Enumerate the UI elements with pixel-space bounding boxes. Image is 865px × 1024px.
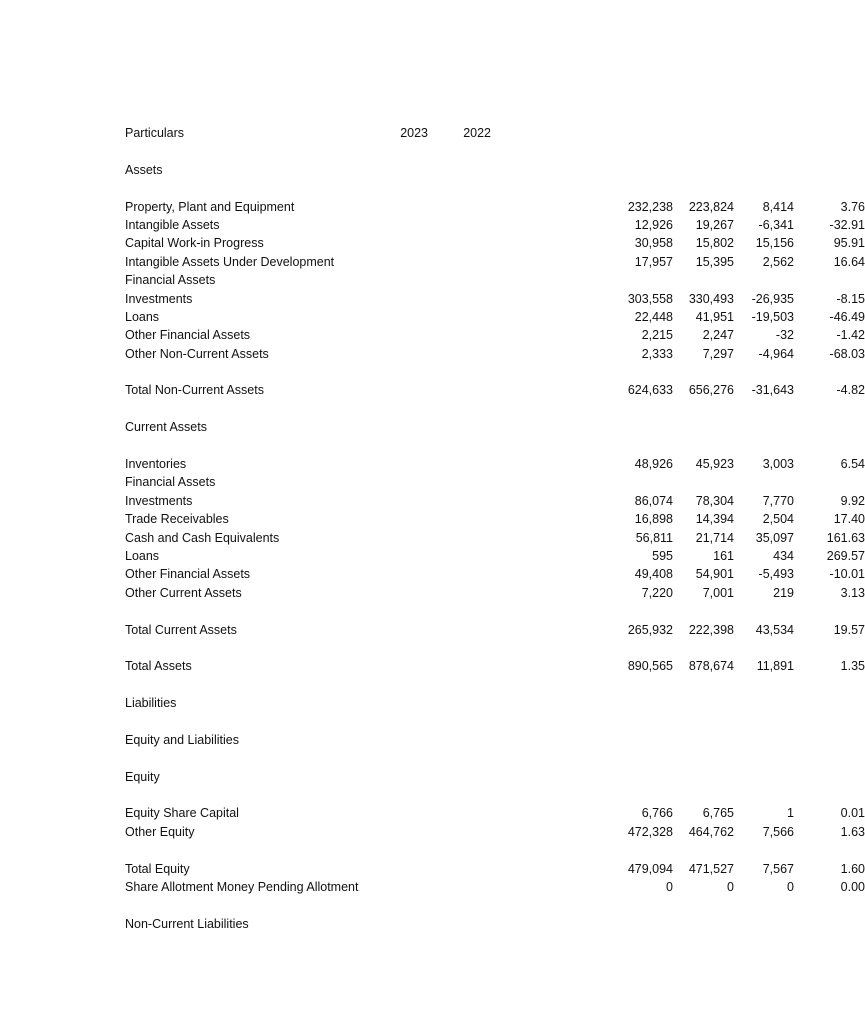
value-2023: 17,957 <box>634 254 673 269</box>
value-percent: 1.60 <box>840 861 865 876</box>
value-percent: 16.64 <box>833 254 865 269</box>
value-2022: 2,247 <box>702 328 734 343</box>
value-change: 15,156 <box>755 236 794 251</box>
value-2022: 15,802 <box>695 236 734 251</box>
value-change: 7,566 <box>762 824 794 839</box>
section-heading <box>125 418 865 436</box>
value-percent: 269.57 <box>826 548 865 563</box>
table-row <box>125 326 865 344</box>
row-label: Total Current Assets <box>125 622 237 637</box>
total-row <box>125 657 865 675</box>
value-change: 0 <box>787 880 794 895</box>
value-change: 35,097 <box>755 530 794 545</box>
value-percent: 0.00 <box>840 880 865 895</box>
value-2023: 265,932 <box>627 622 673 637</box>
section-heading <box>125 694 865 712</box>
table-row <box>125 290 865 308</box>
value-2023: 472,328 <box>627 824 673 839</box>
value-percent: 1.63 <box>840 824 865 839</box>
value-change: 1 <box>787 806 794 821</box>
value-change: -6,341 <box>758 217 794 232</box>
value-percent: -68.03 <box>829 346 865 361</box>
value-percent: -1.42 <box>836 328 865 343</box>
value-2022: 6,765 <box>702 806 734 821</box>
value-2022: 14,394 <box>695 512 734 527</box>
value-percent: 6.54 <box>840 457 865 472</box>
value-2023: 16,898 <box>634 512 673 527</box>
row-label: Other Non-Current Assets <box>125 346 269 361</box>
row-label: Trade Receivables <box>125 512 229 527</box>
value-percent: 95.91 <box>833 236 865 251</box>
value-percent: 0.01 <box>840 806 865 821</box>
row-label: Investments <box>125 291 193 306</box>
value-change: 8,414 <box>762 199 794 214</box>
value-change: 2,504 <box>762 512 794 527</box>
year-2022-header: 2022 <box>463 126 491 140</box>
row-label: Cash and Cash Equivalents <box>125 530 280 545</box>
value-percent: 3.13 <box>840 585 865 600</box>
value-2022: 161 <box>713 548 734 563</box>
value-2022: 15,395 <box>695 254 734 269</box>
table-row <box>125 878 865 896</box>
section-heading <box>125 768 865 786</box>
value-2023: 0 <box>666 880 673 895</box>
total-row <box>125 860 865 878</box>
table-row <box>125 216 865 234</box>
section-heading <box>125 915 865 933</box>
value-percent: -32.91 <box>829 217 865 232</box>
value-change: -31,643 <box>751 383 794 398</box>
value-2023: 6,766 <box>641 806 673 821</box>
value-2022: 330,493 <box>688 291 734 306</box>
row-label: Capital Work-in Progress <box>125 236 264 251</box>
value-2023: 890,565 <box>627 659 673 674</box>
value-change: 7,567 <box>762 861 794 876</box>
value-percent: -10.01 <box>829 567 865 582</box>
table-row <box>125 455 865 473</box>
row-label: Investments <box>125 493 193 508</box>
value-change: -4,964 <box>758 346 794 361</box>
section-heading <box>125 731 865 749</box>
value-2022: 45,923 <box>695 457 734 472</box>
total-row <box>125 381 865 399</box>
row-label: Equity Share Capital <box>125 806 239 821</box>
section-equity-and-liabilities: Equity and Liabilities <box>125 732 239 747</box>
value-2023: 232,238 <box>627 199 673 214</box>
table-row <box>125 584 865 602</box>
table-row <box>125 804 865 822</box>
section-assets: Assets <box>125 162 163 177</box>
value-percent: 9.92 <box>840 493 865 508</box>
value-percent: -46.49 <box>829 309 865 324</box>
value-2023: 303,558 <box>627 291 673 306</box>
value-2023: 56,811 <box>635 530 673 545</box>
value-2022: 54,901 <box>695 567 734 582</box>
table-row <box>125 234 865 252</box>
table-row <box>125 253 865 271</box>
row-label: Intangible Assets Under Development <box>125 254 335 269</box>
table-row <box>125 565 865 583</box>
table-row <box>125 345 865 363</box>
row-label: Inventories <box>125 457 187 472</box>
value-2023: 2,333 <box>641 346 673 361</box>
value-2022: 41,951 <box>695 309 734 324</box>
value-percent: 3.76 <box>840 199 865 214</box>
value-2022: 878,674 <box>688 659 734 674</box>
header-row <box>125 124 865 142</box>
row-label: Other Financial Assets <box>125 567 251 582</box>
section-heading <box>125 161 865 179</box>
value-change: -26,935 <box>751 291 794 306</box>
value-2023: 7,220 <box>641 585 673 600</box>
table-row <box>125 529 865 547</box>
value-2022: 223,824 <box>688 199 734 214</box>
value-2023: 22,448 <box>634 309 673 324</box>
value-change: 3,003 <box>762 457 794 472</box>
value-2022: 0 <box>727 880 734 895</box>
table-row <box>125 492 865 510</box>
value-change: 2,562 <box>762 254 794 269</box>
row-label: Intangible Assets <box>125 217 220 232</box>
value-change: -32 <box>775 328 794 343</box>
value-2023: 48,926 <box>634 457 673 472</box>
row-label: Property, Plant and Equipment <box>125 199 295 214</box>
value-2023: 624,633 <box>627 383 673 398</box>
value-2023: 2,215 <box>641 328 673 343</box>
row-label: Loans <box>125 548 160 563</box>
row-label: Financial Assets <box>125 273 216 288</box>
particulars-header: Particulars <box>125 126 185 140</box>
value-percent: 17.40 <box>833 512 865 527</box>
section-equity: Equity <box>125 769 160 784</box>
balance-sheet-table <box>125 124 865 933</box>
value-percent: 161.63 <box>826 530 865 545</box>
table-row <box>125 510 865 528</box>
value-2023: 12,926 <box>634 217 673 232</box>
row-label: Total Equity <box>125 861 190 876</box>
value-2022: 471,527 <box>688 861 734 876</box>
value-change: 11,891 <box>756 659 794 674</box>
row-label: Loans <box>125 309 160 324</box>
value-change: -5,493 <box>758 567 794 582</box>
value-change: -19,503 <box>751 309 794 324</box>
value-percent: 1.35 <box>840 659 865 674</box>
section-non-current-liabilities: Non-Current Liabilities <box>125 916 249 931</box>
value-change: 43,534 <box>755 622 794 637</box>
table-row <box>125 473 865 491</box>
value-2022: 464,762 <box>688 824 734 839</box>
value-2022: 656,276 <box>688 383 734 398</box>
value-percent: -4.82 <box>836 383 865 398</box>
value-change: 219 <box>773 585 794 600</box>
value-2022: 19,267 <box>695 217 734 232</box>
row-label: Financial Assets <box>125 475 216 490</box>
row-label: Other Financial Assets <box>125 328 251 343</box>
table-row <box>125 271 865 289</box>
table-row <box>125 547 865 565</box>
section-current-assets: Current Assets <box>125 420 207 435</box>
year-2023-header: 2023 <box>400 126 428 140</box>
table-row <box>125 308 865 326</box>
row-label: Other Equity <box>125 824 195 839</box>
row-label: Total Assets <box>125 659 192 674</box>
value-percent: -8.15 <box>836 291 865 306</box>
value-2023: 479,094 <box>627 861 673 876</box>
value-2022: 7,001 <box>702 585 734 600</box>
table-row <box>125 198 865 216</box>
value-change: 434 <box>773 548 794 563</box>
value-2023: 595 <box>652 548 673 563</box>
total-row <box>125 621 865 639</box>
value-2023: 30,958 <box>634 236 673 251</box>
row-label: Other Current Assets <box>125 585 242 600</box>
value-2022: 7,297 <box>702 346 734 361</box>
row-label: Total Non-Current Assets <box>125 383 264 398</box>
value-2022: 78,304 <box>695 493 734 508</box>
value-2023: 49,408 <box>634 567 673 582</box>
value-change: 7,770 <box>762 493 794 508</box>
row-label: Share Allotment Money Pending Allotment <box>125 880 359 895</box>
value-2022: 222,398 <box>688 622 734 637</box>
section-liabilities: Liabilities <box>125 696 177 711</box>
table-row <box>125 823 865 841</box>
value-2023: 86,074 <box>634 493 673 508</box>
value-percent: 19.57 <box>833 622 865 637</box>
value-2022: 21,714 <box>695 530 734 545</box>
